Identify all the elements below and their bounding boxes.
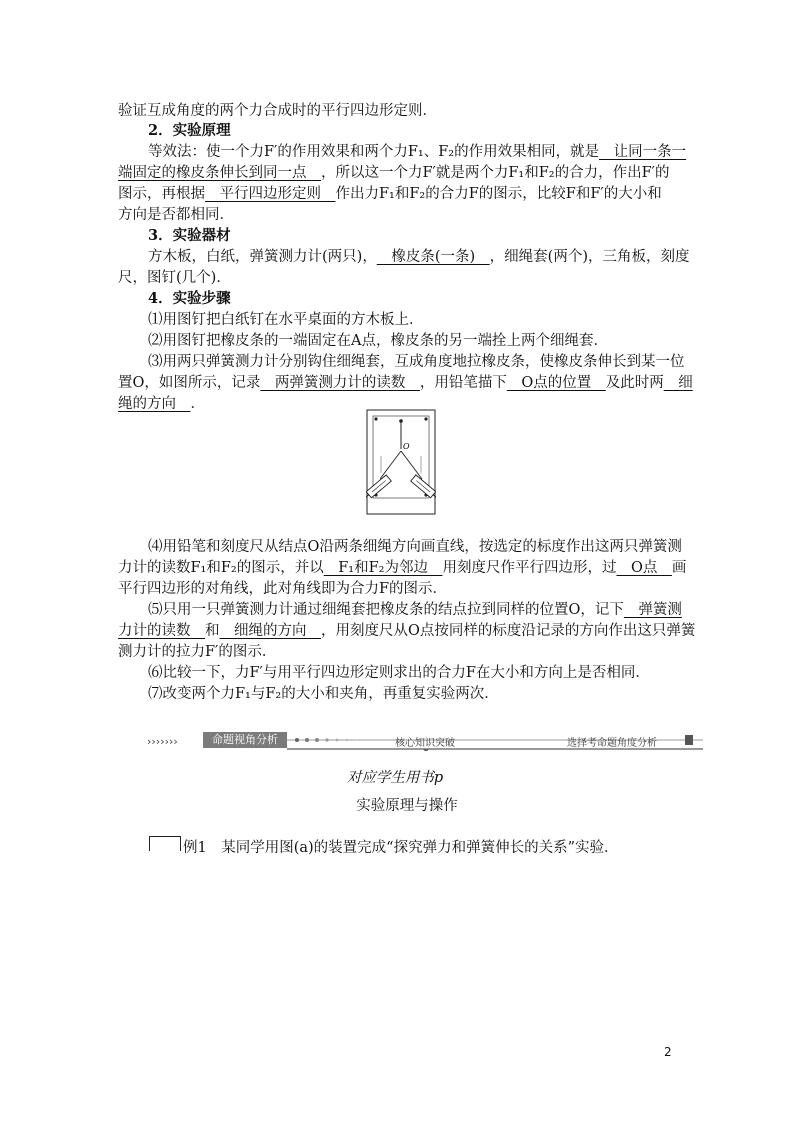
banner-middle-text: 核心知识突破 (395, 738, 455, 749)
blank-answer-2: __平行四边形定则__ (205, 186, 336, 202)
step-3-line-1: ⑶用两只弹簧测力计分别钩住细绳套，互成角度地拉橡皮条，使橡皮条伸长到某一位 (148, 354, 685, 370)
principle-text: 图示，再根据 (118, 186, 205, 202)
step-4-line-2 (118, 558, 686, 578)
step-5-line-1 (148, 600, 682, 620)
blank-answer-9b: 力计的读数__ (118, 623, 205, 639)
blank-answer-10: __细绳的方向__ (219, 623, 321, 639)
step-text: ，用铅笔描下 (419, 375, 507, 391)
step-6: ⑹比较一下，力F′与用平行四边形定则求出的合力F在大小和方向上是否相同． (148, 665, 650, 681)
step-5-line-3: 测力计的拉力F′的图示． (118, 644, 277, 660)
blank-answer-6b: 绳的方向__ (118, 396, 191, 412)
intro-line: 验证互成角度的两个力合成时的平行四边形定则． (118, 103, 437, 119)
heading-steps: 4．实验步骤 (148, 290, 231, 307)
heading-principle: 2．实验原理 (148, 122, 231, 139)
blank-answer-1a: __让同一条一 (599, 144, 687, 160)
blank-answer-3: __橡皮条(一条)__ (376, 249, 490, 265)
banner-label: 命题视角分析 (203, 732, 287, 748)
equipment-text: ，细绳套(两个)，三角板，刻度 (489, 249, 690, 265)
step-text: 及此时两 (605, 375, 664, 391)
principle-line-3 (118, 184, 662, 204)
section-title: 实验原理与操作 (356, 798, 458, 814)
figure-drawing (366, 409, 436, 517)
blank-answer-9a: __弹簧测 (623, 602, 682, 618)
blank-answer-5: __O点的位置__ (506, 375, 606, 391)
principle-text: ，所以这一个力F′就是两个力F₁和F₂的合力，作出F′的 (321, 165, 670, 181)
step-text: 力计的读数F₁和F₂的图示，并以 (118, 560, 324, 576)
principle-line-2 (118, 163, 669, 183)
step-2: ⑵用图钉把橡皮条的一端固定在A点，橡皮条的另一端拴上两个细绳套． (148, 333, 608, 349)
student-book-reference (0, 766, 792, 787)
step-text: 置O，如图所示，记录 (118, 375, 261, 391)
example-1: 例1 某同学用图(a)的装置完成“探究弹力和弹簧伸长的关系”实验． (183, 840, 619, 856)
step-text: 画 (671, 560, 687, 576)
blank-answer-6a: __细 (663, 375, 693, 391)
equipment-line-2: 尺，图钉(几个)． (118, 270, 231, 286)
equipment-line-1 (148, 247, 689, 267)
step-text: ． (190, 396, 205, 412)
equipment-text: 方木板，白纸，弹簧测力计(两只)， (148, 249, 377, 265)
reference-text: 对应学生用书p (346, 770, 444, 786)
step-text: 用刻度尺作平行四边形，过 (442, 560, 617, 576)
step-3-line-2 (118, 373, 693, 393)
svg-text:›››››››: ››››››› (147, 735, 178, 748)
blank-answer-1b: 端固定的橡皮条伸长到同一点__ (118, 165, 321, 181)
page-number: 2 (664, 1045, 672, 1059)
principle-line-4: 方向是否都相同． (118, 207, 234, 223)
step-4-line-1: ⑷用铅笔和刻度尺从结点O沿两条细绳方向画直线，按选定的标度作出这两只弹簧测 (148, 539, 682, 555)
step-text: ，用刻度尺从O点按同样的标度沿记录的方向作出这只弹簧 (321, 623, 696, 639)
step-text: ⑸只用一只弹簧测力计通过细绳套把橡皮条的结点拉到同样的位置O，记下 (148, 602, 624, 618)
blank-answer-7: __F₁和F₂为邻边__ (323, 560, 443, 576)
step-4-line-3: 平行四边形的对角线，此对角线即为合力F的图示． (118, 581, 448, 597)
blank-answer-4: __两弹簧测力计的读数__ (260, 375, 420, 391)
step-text: 和 (205, 623, 220, 639)
principle-text: 等效法：使一个力F′的作用效果和两个力F₁、F₂的作用效果相同，就是 (148, 144, 600, 160)
principle-text: 作出力F₁和F₂的合力F的图示，比较F和F′的大小和 (335, 186, 662, 202)
principle-line-1 (148, 142, 686, 162)
point-o-label: O (403, 442, 410, 451)
blank-answer-8: __O点__ (616, 560, 672, 576)
section-banner (147, 731, 707, 751)
step-5-line-2 (118, 621, 695, 641)
step-7: ⑺改变两个力F₁与F₂的大小和夹角，再重复实验两次． (148, 686, 499, 702)
experiment-figure (366, 409, 436, 517)
banner-right-text: 选择考命题角度分析 (567, 738, 657, 749)
step-1: ⑴用图钉把白纸钉在水平桌面的方木板上． (148, 312, 424, 328)
step-3-line-3 (118, 394, 205, 414)
example-bracket (149, 836, 181, 851)
heading-equipment: 3．实验器材 (148, 227, 231, 244)
